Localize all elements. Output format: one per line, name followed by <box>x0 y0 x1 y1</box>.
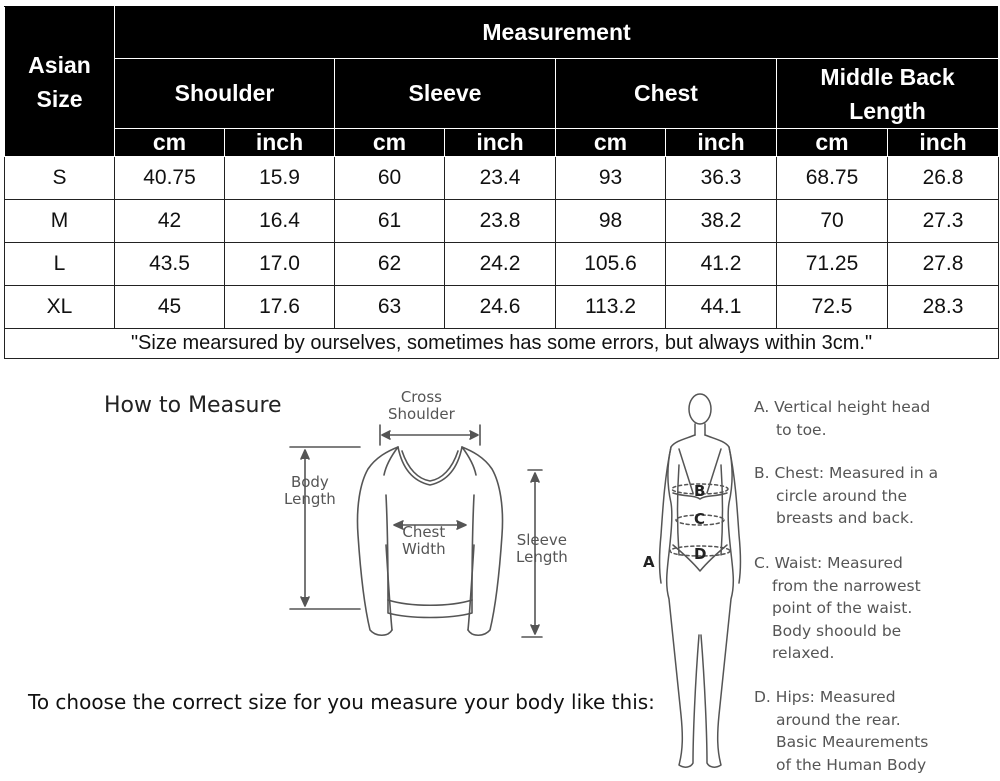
value-cell: 23.8 <box>445 200 556 243</box>
unit-header: cm <box>115 129 225 157</box>
unit-header: cm <box>335 129 445 157</box>
value-cell: 93 <box>556 157 666 200</box>
measurement-note: "Size mearsured by ourselves, sometimes has some errors, but always within 3cm." <box>5 329 999 359</box>
value-cell: 45 <box>115 286 225 329</box>
value-cell: 42 <box>115 200 225 243</box>
value-cell: 72.5 <box>777 286 888 329</box>
unit-header: cm <box>777 129 888 157</box>
sleeve-header: Sleeve <box>335 59 556 129</box>
unit-header: inch <box>445 129 556 157</box>
cross-shoulder-label: Cross Shoulder <box>388 388 455 423</box>
table-row <box>5 200 999 243</box>
chest-header: Chest <box>556 59 777 129</box>
size-header: Asian Size <box>5 7 115 157</box>
shirt-illustration <box>280 385 580 650</box>
table-row <box>5 286 999 329</box>
size-chart-table <box>4 6 999 359</box>
unit-header: cm <box>556 129 666 157</box>
body-letter-b: B <box>694 482 706 500</box>
body-length-label: Body Length <box>284 473 336 508</box>
value-cell: 98 <box>556 200 666 243</box>
choose-size-instruction: To choose the correct size for you measure your body like this: <box>28 690 655 714</box>
instruction-b: B. Chest: Measured in a circle around the breasts and back. <box>754 464 939 527</box>
size-cell: L <box>5 243 115 286</box>
size-cell: M <box>5 200 115 243</box>
value-cell: 26.8 <box>888 157 999 200</box>
unit-header: inch <box>888 129 999 157</box>
value-cell: 17.6 <box>225 286 335 329</box>
instruction-c: C. Waist: Measured from the narrowest point of the waist. Body shoould be relaxed. <box>754 554 921 662</box>
measurement-header: Measurement <box>115 7 999 59</box>
value-cell: 27.8 <box>888 243 999 286</box>
value-cell: 15.9 <box>225 157 335 200</box>
value-cell: 38.2 <box>666 200 777 243</box>
value-cell: 44.1 <box>666 286 777 329</box>
unit-header: inch <box>666 129 777 157</box>
instruction-d: D. Hips: Measured around the rear. Basic Meaurements of the Human Body <box>754 688 929 774</box>
body-figure-illustration <box>655 385 745 777</box>
value-cell: 16.4 <box>225 200 335 243</box>
value-cell: 24.6 <box>445 286 556 329</box>
value-cell: 27.3 <box>888 200 999 243</box>
shoulder-header: Shoulder <box>115 59 335 129</box>
value-cell: 24.2 <box>445 243 556 286</box>
chest-width-label: Chest Width <box>402 523 446 558</box>
value-cell: 28.3 <box>888 286 999 329</box>
how-to-measure-title: How to Measure <box>104 393 282 418</box>
size-cell: S <box>5 157 115 200</box>
body-letter-c: C <box>694 510 706 528</box>
table-row <box>5 157 999 200</box>
value-cell: 60 <box>335 157 445 200</box>
value-cell: 105.6 <box>556 243 666 286</box>
middle-back-length-header: Middle Back Length <box>777 59 999 129</box>
value-cell: 68.75 <box>777 157 888 200</box>
value-cell: 40.75 <box>115 157 225 200</box>
value-cell: 23.4 <box>445 157 556 200</box>
unit-header: inch <box>225 129 335 157</box>
value-cell: 43.5 <box>115 243 225 286</box>
sleeve-length-label: Sleeve Length <box>516 531 568 566</box>
value-cell: 36.3 <box>666 157 777 200</box>
body-letter-d: D <box>694 545 707 563</box>
value-cell: 113.2 <box>556 286 666 329</box>
instruction-a: A. Vertical height head to toe. <box>754 398 931 439</box>
value-cell: 17.0 <box>225 243 335 286</box>
size-cell: XL <box>5 286 115 329</box>
value-cell: 61 <box>335 200 445 243</box>
value-cell: 70 <box>777 200 888 243</box>
value-cell: 71.25 <box>777 243 888 286</box>
value-cell: 41.2 <box>666 243 777 286</box>
value-cell: 62 <box>335 243 445 286</box>
table-row <box>5 243 999 286</box>
value-cell: 63 <box>335 286 445 329</box>
body-letter-a: A <box>643 553 655 571</box>
